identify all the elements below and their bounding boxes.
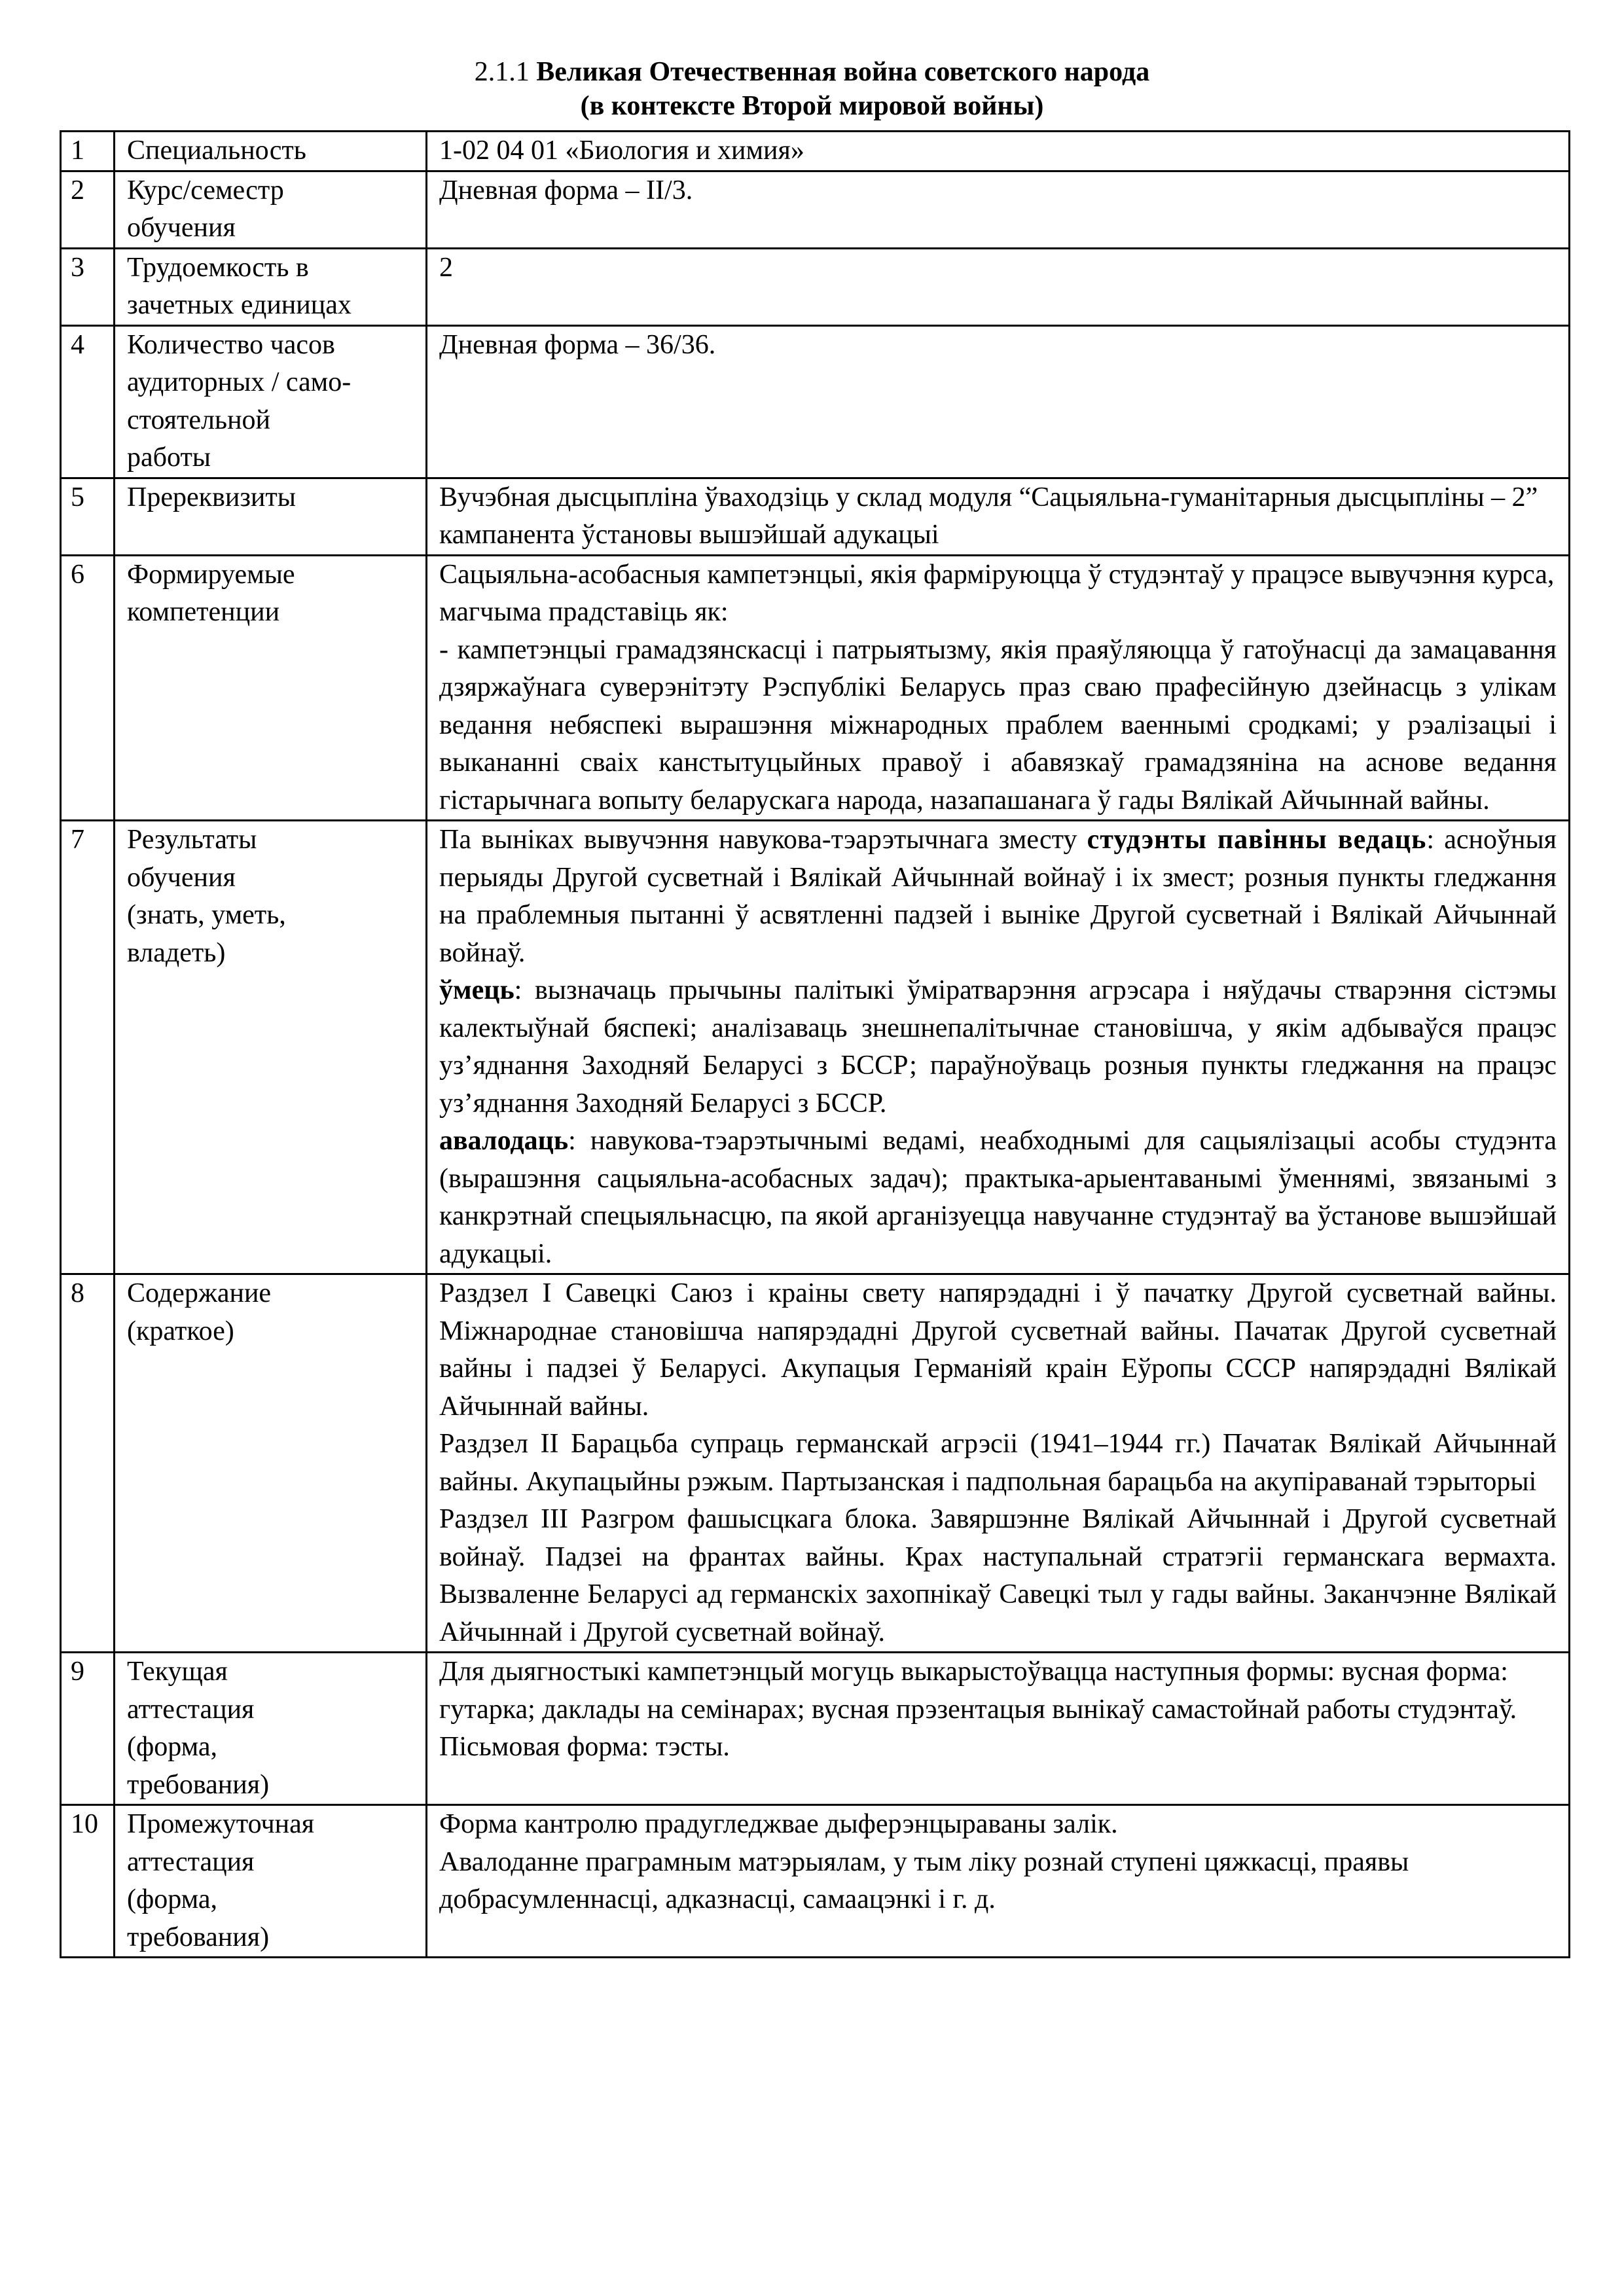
row-label: Пререквизиты (115, 478, 427, 555)
row-number: 9 (61, 1653, 115, 1805)
table-row (61, 248, 1570, 325)
title-line-1: Великая Отечественная война советского народа (536, 57, 1150, 87)
row-value: Раздзел I Савецкі Саюз і краіны свету напярэдадні і ў пачатку Другой сусветнай вайны. Міжнароднае становішча напярэдадні Другой сусветнай вайны. Пачатак Другой сусветнай вайны і падзеі ў Беларусі. Акупацыя Германіяй краін Еўропы СССР напярэдадні Вялікай Айчыннай вайны. Раздзел II Барацьба супраць германскай агрэсіі (1941–1944 гг.) Пачатак Вялікай Айчыннай вайны. Акупацыйны рэжым. Партызанская і падпольная барацьба на акупіраванай тэрыторыі Раздзел III Разгром фашысцкага блока. Завяршэнне Вялікай Айчыннай і Другой сусветнай войнаў. Падзеі на франтах вайны. Крах наступальнай стратэгіі германскага вермахта. Вызваленне Беларусі ад германскіх захопнікаў Савецкі тыл у гады вайны. Заканчэнне Вялікай Айчыннай і Другой сусветнай войнаў. (427, 1274, 1570, 1653)
learning-outcomes-be-able: ўмець: вызначаць прычыны палітыкі ўміратварэння агрэсара і няўдачы стварэння сістэмы калектыўнай бяспекі; аналізаваць знешнепалітычнае становішча, у якім адбываўся працэс уз’яднання Заходняй Беларусі з БССР; параўноўваць розныя пункты гледжання на працэс уз’яднання Заходняй Беларусі з БССР. (439, 975, 1557, 1119)
row-number: 7 (61, 821, 115, 1274)
table-row (61, 1274, 1570, 1653)
table-row (61, 555, 1570, 821)
table-row (61, 1805, 1570, 1958)
section-number: 2.1.1 (474, 57, 530, 87)
learning-outcomes-know: Па выніках вывучэння навукова-тэарэтычнага зместу студэнты павінны ведаць: асноўныя перыяды Другой сусветнай і Вялікай Айчыннай войнаў і іх змест; розныя пункты гледжання на праблемныя пытанні ў асвятленні падзей і выніке Другой сусветнай і Вялікай Айчыннай войнаў. (439, 825, 1557, 968)
table-row (61, 478, 1570, 555)
row-value: Для дыягностыкі кампетэнцый могуць выкарыстоўвацца наступныя формы: вусная форма: гутарка; даклады на семінарах; вусная прэзентацыя вынікаў самастойнай работы студэнтаў. Пісьмовая форма: тэсты. (427, 1653, 1570, 1805)
row-label: Результаты обучения (знать, уметь, владеть) (115, 821, 427, 1274)
row-number: 3 (61, 248, 115, 325)
row-value: Форма кантролю прадугледжвае дыферэнцыраваны залік. Авалоданне праграмным матэрыялам, у тым ліку рознай ступені цяжкасці, праявы добрасумленнасці, адказнасці, самаацэнкі і г. д. (427, 1805, 1570, 1958)
table-row (61, 325, 1570, 478)
table-row (61, 171, 1570, 248)
title-line-2: (в контексте Второй мировой войны) (580, 91, 1044, 121)
document-title (0, 55, 1624, 89)
row-number: 10 (61, 1805, 115, 1958)
course-description-table (60, 130, 1570, 1958)
row-label: Формируемые компетенции (115, 555, 427, 821)
row-number: 1 (61, 132, 115, 171)
table-row (61, 1653, 1570, 1805)
learning-outcomes-master: авалодаць: навукова-тэарэтычнымі ведамі, неабходнымі для сацыялізацыі асобы студэнта (вырашэння сацыяльна-асобасных задач); практыка-арыентаванымі ўменнямі, звязанымі з канкрэтнай спецыяльнасцю, па якой арганізуецца навучанне студэнтаў ва ўстанове вышэйшай адукацыі. (439, 1126, 1557, 1269)
row-label: Промежуточная аттестация (форма, требования) (115, 1805, 427, 1958)
table-row (61, 132, 1570, 171)
row-value: 1-02 04 01 «Биология и химия» (427, 132, 1570, 171)
row-label: Специальность (115, 132, 427, 171)
row-number: 4 (61, 325, 115, 478)
row-value: Дневная форма – II/3. (427, 171, 1570, 248)
row-number: 2 (61, 171, 115, 248)
row-label: Курс/семестр обучения (115, 171, 427, 248)
row-number: 5 (61, 478, 115, 555)
row-value: Дневная форма – 36/36. (427, 325, 1570, 478)
row-value: 2 (427, 248, 1570, 325)
row-value: Вучэбная дысцыпліна ўваходзіць у склад модуля “Сацыяльна-гуманітарныя дысцыпліны – 2” кампанента ўстановы вышэйшай адукацыі (427, 478, 1570, 555)
row-label: Текущая аттестация (форма, требования) (115, 1653, 427, 1805)
row-number: 8 (61, 1274, 115, 1653)
row-label: Содержание (краткое) (115, 1274, 427, 1653)
row-value: Сацыяльна-асобасныя кампетэнцыі, якія фарміруюцца ў студэнтаў у працэсе вывучэння курса, магчыма прадставіць як: - кампетэнцыі грамадзянскасці і патрыятызму, якія праяўляюцца ў гатоўнасці да замацавання дзяржаўнага суверэнітэту Рэспублікі Беларусь праз сваю прафесійную дзейнасць з улікам ведання небяспекі вырашэння міжнародных праблем ваеннымі сродкамі; у рэалізацыі і выкананні сваіх канстытуцыйных правоў і абавязкаў грамадзяніна на аснове ведання гістарычнага вопыту беларускага народа, назапашанага ў гады Вялікай Айчыннай вайны. (427, 555, 1570, 821)
row-label: Количество часов аудиторных / само- стоятельной работы (115, 325, 427, 478)
row-number: 6 (61, 555, 115, 821)
table-row (61, 821, 1570, 1274)
row-label: Трудоемкость в зачетных единицах (115, 248, 427, 325)
row-value (427, 821, 1570, 1274)
